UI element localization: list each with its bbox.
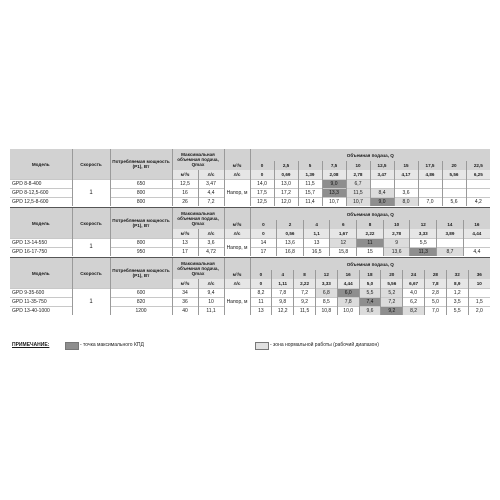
model-name: GPD 8-12,5-600 (10, 189, 72, 198)
head-value: 11,3 (410, 248, 437, 257)
col-header-model: Модель (10, 258, 72, 289)
flow-ls-cell: 1,11 (272, 279, 294, 289)
head-value: 12,5 (250, 198, 274, 207)
flow-m3h-cell: 22,5 (466, 161, 490, 170)
unit-m3h-label: м³/ч (224, 220, 250, 229)
col-header-flow: Объемная подача, Q (250, 149, 490, 161)
flow-ls-cell: 0 (250, 229, 277, 239)
head-value: 11,4 (298, 198, 322, 207)
col-header-power: Потребляемая мощность (P1), Вт (110, 149, 172, 180)
pump-table (10, 258, 490, 315)
flow-m3h-cell: 0 (250, 270, 272, 279)
flow-m3h-cell: 28 (425, 270, 447, 279)
unit-ls-label: л/с (224, 229, 250, 239)
flow-ls-cell: 1,1 (303, 229, 330, 239)
head-value: 7,2 (294, 289, 316, 298)
col-header-flow: Объемная подача, Q (250, 258, 490, 270)
head-value (418, 189, 442, 198)
head-label: Напор, м (224, 239, 250, 257)
head-value (466, 189, 490, 198)
head-value: 3,6 (394, 189, 418, 198)
flow-m3h-cell: 10 (346, 161, 370, 170)
flow-m3h-cell: 24 (403, 270, 425, 279)
flow-ls-cell: 10 (468, 279, 490, 289)
model-name: GPD 16-17-750 (10, 248, 72, 257)
head-value: 8,0 (394, 198, 418, 207)
qmax-unit-ls: л/с (198, 279, 224, 289)
head-value: 9,0 (370, 198, 394, 207)
head-value: 6,7 (346, 180, 370, 189)
power-value: 820 (110, 298, 172, 307)
head-value: 5,0 (425, 298, 447, 307)
qmax-ls-value: 9,4 (198, 289, 224, 298)
flow-m3h-cell: 4 (303, 220, 330, 229)
head-value: 13 (303, 239, 330, 248)
head-value: 7,0 (425, 307, 447, 316)
flow-m3h-cell: 20 (442, 161, 466, 170)
speed-value: 1 (72, 180, 110, 207)
power-value: 1200 (110, 307, 172, 316)
flow-m3h-cell: 10 (383, 220, 410, 229)
head-value: 5,6 (442, 198, 466, 207)
head-value: 13,6 (277, 239, 304, 248)
head-label: Напор, м (224, 180, 250, 207)
table-row (10, 180, 490, 189)
head-value: 1,2 (446, 289, 468, 298)
head-value: 13,3 (322, 189, 346, 198)
speed-value: 1 (72, 289, 110, 316)
col-header-max-flow: Максимальная объемная подача, Qmax (172, 258, 224, 279)
legend-note (10, 339, 490, 351)
flow-m3h-cell: 0 (250, 161, 274, 170)
qmax-m3h-value: 40 (172, 307, 198, 316)
flow-ls-cell: 8,9 (446, 279, 468, 289)
flow-m3h-cell: 8 (357, 220, 384, 229)
flow-ls-cell: 1,39 (298, 170, 322, 180)
power-value: 800 (110, 198, 172, 207)
head-value: 9 (383, 239, 410, 248)
col-header-max-flow: Максимальная объемная подача, Qmax (172, 149, 224, 170)
flow-m3h-cell: 36 (468, 270, 490, 279)
head-value: 15,7 (298, 189, 322, 198)
head-value: 8,2 (250, 289, 272, 298)
qmax-m3h-value: 12,5 (172, 180, 198, 189)
power-value: 650 (110, 180, 172, 189)
head-value (463, 239, 490, 248)
flow-m3h-cell: 12 (315, 270, 337, 279)
flow-ls-cell: 2,08 (322, 170, 346, 180)
power-value: 950 (110, 248, 172, 257)
qmax-m3h-value: 16 (172, 189, 198, 198)
flow-ls-cell: 2,22 (357, 229, 384, 239)
flow-ls-cell: 6,67 (403, 279, 425, 289)
flow-ls-cell: 4,17 (394, 170, 418, 180)
flow-ls-cell: 4,44 (463, 229, 490, 239)
head-value: 6,8 (315, 289, 337, 298)
head-value: 8,2 (403, 307, 425, 316)
head-value: 10,0 (337, 307, 359, 316)
head-value: 6,0 (337, 289, 359, 298)
flow-ls-cell: 6,25 (466, 170, 490, 180)
head-value: 7,8 (272, 289, 294, 298)
flow-m3h-cell: 18 (359, 270, 381, 279)
flow-ls-cell: 2,78 (346, 170, 370, 180)
head-value: 2,0 (468, 307, 490, 316)
flow-m3h-cell: 12 (410, 220, 437, 229)
col-header-speed: Скорость (72, 258, 110, 289)
normal-range-swatch (255, 342, 269, 350)
flow-ls-cell: 5,0 (359, 279, 381, 289)
pump-table (10, 149, 490, 206)
head-value: 10,8 (315, 307, 337, 316)
flow-ls-cell: 2,78 (383, 229, 410, 239)
head-value: 10,7 (346, 198, 370, 207)
flow-ls-cell: 0 (250, 170, 274, 180)
head-value (370, 180, 394, 189)
flow-m3h-cell: 15 (394, 161, 418, 170)
flow-ls-cell: 3,89 (437, 229, 464, 239)
head-value: 9,8 (272, 298, 294, 307)
flow-m3h-cell: 14 (437, 220, 464, 229)
head-value: 11,5 (294, 307, 316, 316)
head-value: 17,5 (250, 189, 274, 198)
head-value: 16,5 (303, 248, 330, 257)
col-header-speed: Скорость (72, 208, 110, 239)
unit-m3h-label: м³/ч (224, 270, 250, 279)
model-name: GPD 9-35-600 (10, 289, 72, 298)
flow-m3h-cell: 12,5 (370, 161, 394, 170)
head-value: 12,0 (274, 198, 298, 207)
qmax-m3h-value: 17 (172, 248, 198, 257)
head-value: 13,6 (383, 248, 410, 257)
head-value: 3,5 (446, 298, 468, 307)
unit-m3h-label: м³/ч (224, 161, 250, 170)
power-value: 800 (110, 239, 172, 248)
qmax-ls-value: 11,1 (198, 307, 224, 316)
head-value (442, 189, 466, 198)
qmax-unit-m3h: м³/ч (172, 229, 198, 239)
qmax-ls-value: 7,2 (198, 198, 224, 207)
head-value: 15,8 (330, 248, 357, 257)
head-value: 8,7 (437, 248, 464, 257)
head-value: 11 (250, 298, 272, 307)
flow-ls-cell: 0,69 (274, 170, 298, 180)
flow-ls-cell: 2,22 (294, 279, 316, 289)
model-name: GPD 13-40-1000 (10, 307, 72, 316)
head-value: 7,2 (381, 298, 403, 307)
col-header-model: Модель (10, 149, 72, 180)
qmax-ls-value: 3,6 (198, 239, 224, 248)
head-value: 4,4 (463, 248, 490, 257)
head-value (466, 180, 490, 189)
head-value: 15 (357, 248, 384, 257)
col-header-flow: Объемная подача, Q (250, 208, 490, 220)
speed-value: 1 (72, 239, 110, 257)
flow-m3h-cell: 0 (250, 220, 277, 229)
head-value: 9,0 (322, 180, 346, 189)
col-header-speed: Скорость (72, 149, 110, 180)
flow-ls-cell: 0 (250, 279, 272, 289)
head-value: 12,2 (272, 307, 294, 316)
flow-ls-cell: 4,44 (337, 279, 359, 289)
flow-m3h-cell: 5 (298, 161, 322, 170)
head-value: 9,2 (294, 298, 316, 307)
head-value: 10,7 (322, 198, 346, 207)
model-name: GPD 11-35-750 (10, 298, 72, 307)
flow-m3h-cell: 32 (446, 270, 468, 279)
pump-performance-tables (10, 149, 490, 316)
flow-m3h-cell: 16 (337, 270, 359, 279)
header-spacer (224, 149, 250, 161)
unit-ls-label: л/с (224, 279, 250, 289)
qmax-unit-m3h: м³/ч (172, 279, 198, 289)
qmax-ls-value: 10 (198, 298, 224, 307)
qmax-m3h-value: 36 (172, 298, 198, 307)
flow-ls-cell: 1,67 (330, 229, 357, 239)
head-value: 17 (250, 248, 277, 257)
normal-range-label: - зона нормальной работы (рабочий диапазон) (270, 342, 379, 348)
head-value: 14 (250, 239, 277, 248)
flow-m3h-cell: 20 (381, 270, 403, 279)
head-value: 7,8 (337, 298, 359, 307)
unit-ls-label: л/с (224, 170, 250, 180)
head-value: 9,2 (381, 307, 403, 316)
head-value (437, 239, 464, 248)
header-spacer (224, 208, 250, 220)
head-value: 8,5 (315, 298, 337, 307)
flow-m3h-cell: 6 (330, 220, 357, 229)
head-value: 8,4 (370, 189, 394, 198)
flow-ls-cell: 5,56 (442, 170, 466, 180)
head-value: 17,2 (274, 189, 298, 198)
header-spacer (224, 258, 250, 270)
head-value: 5,5 (359, 289, 381, 298)
power-value: 600 (110, 289, 172, 298)
model-name: GPD 12,5-8-600 (10, 198, 72, 207)
head-value (394, 180, 418, 189)
col-header-power: Потребляемая мощность (P1), Вт (110, 208, 172, 239)
flow-m3h-cell: 8 (294, 270, 316, 279)
qmax-ls-value: 4,72 (198, 248, 224, 257)
head-value: 12 (330, 239, 357, 248)
head-value: 16,8 (277, 248, 304, 257)
flow-m3h-cell: 16 (463, 220, 490, 229)
qmax-ls-value: 4,4 (198, 189, 224, 198)
col-header-power: Потребляемая мощность (P1), Вт (110, 258, 172, 289)
qmax-ls-value: 3,47 (198, 180, 224, 189)
head-value (442, 180, 466, 189)
head-value: 11,5 (346, 189, 370, 198)
head-value: 6,2 (403, 298, 425, 307)
head-value: 14,0 (250, 180, 274, 189)
head-value: 11 (357, 239, 384, 248)
flow-m3h-cell: 17,5 (418, 161, 442, 170)
qmax-m3h-value: 34 (172, 289, 198, 298)
head-value (468, 289, 490, 298)
max-efficiency-label: - точка максимального КПД (80, 342, 144, 348)
max-efficiency-swatch (65, 342, 79, 350)
flow-ls-cell: 4,86 (418, 170, 442, 180)
qmax-m3h-value: 26 (172, 198, 198, 207)
flow-ls-cell: 3,33 (410, 229, 437, 239)
head-value: 4,2 (466, 198, 490, 207)
flow-m3h-cell: 4 (272, 270, 294, 279)
model-name: GPD 13-14-550 (10, 239, 72, 248)
flow-ls-cell: 0,56 (277, 229, 304, 239)
flow-ls-cell: 3,47 (370, 170, 394, 180)
flow-ls-cell: 3,33 (315, 279, 337, 289)
head-value: 7,4 (359, 298, 381, 307)
col-header-max-flow: Максимальная объемная подача, Qmax (172, 208, 224, 229)
head-value: 13 (250, 307, 272, 316)
flow-m3h-cell: 7,5 (322, 161, 346, 170)
table-row (10, 289, 490, 298)
head-value: 5,2 (381, 289, 403, 298)
head-value: 13,0 (274, 180, 298, 189)
flow-m3h-cell: 2,5 (274, 161, 298, 170)
head-value: 9,6 (359, 307, 381, 316)
pump-table (10, 208, 490, 256)
flow-m3h-cell: 2 (277, 220, 304, 229)
head-value: 11,5 (298, 180, 322, 189)
head-label: Напор, м (224, 289, 250, 316)
qmax-unit-ls: л/с (198, 229, 224, 239)
qmax-unit-m3h: м³/ч (172, 170, 198, 180)
qmax-unit-ls: л/с (198, 170, 224, 180)
head-value: 1,5 (468, 298, 490, 307)
head-value: 5,5 (446, 307, 468, 316)
table-row (10, 239, 490, 248)
power-value: 800 (110, 189, 172, 198)
head-value: 5,5 (410, 239, 437, 248)
head-value: 2,8 (425, 289, 447, 298)
flow-ls-cell: 7,8 (425, 279, 447, 289)
head-value (418, 180, 442, 189)
model-name: GPD 8-8-400 (10, 180, 72, 189)
col-header-model: Модель (10, 208, 72, 239)
qmax-m3h-value: 13 (172, 239, 198, 248)
head-value: 4,0 (403, 289, 425, 298)
flow-ls-cell: 5,56 (381, 279, 403, 289)
note-title: ПРИМЕЧАНИЕ: (12, 342, 50, 348)
head-value: 7,0 (418, 198, 442, 207)
